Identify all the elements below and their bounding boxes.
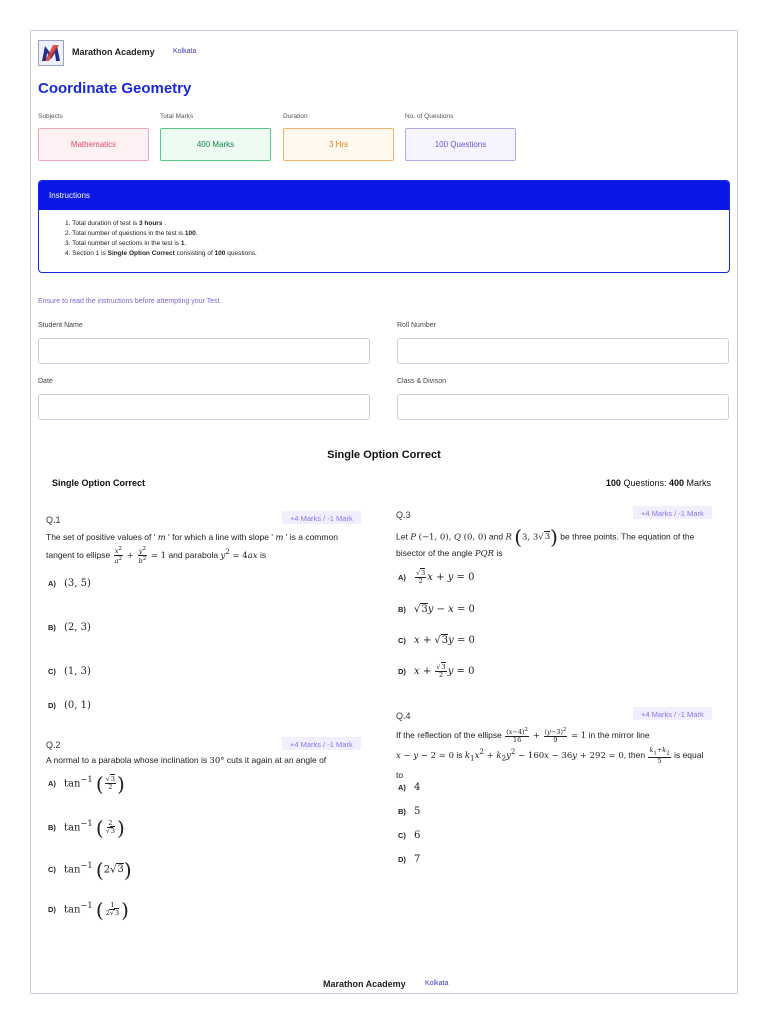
roll-number-label: Roll Number <box>397 322 436 329</box>
student-name-label: Student Name <box>38 322 83 329</box>
question-text: Let P (−1, 0), Q (0, 0) and R (3, 3√3) be three points. The equation of the bisector of the angle PQR is <box>396 525 695 559</box>
academy-city: Kolkata <box>173 48 197 55</box>
question-number: Q.1 <box>46 515 61 525</box>
marks-badge: +4 Marks / -1 Mark <box>282 737 361 750</box>
question-number: Q.2 <box>46 740 61 750</box>
academy-logo <box>38 40 64 66</box>
ensure-note: Ensure to read the instructions before attempting your Test. <box>38 298 222 305</box>
academy-name: Marathon Academy <box>72 47 155 57</box>
option-b[interactable]: B) √3y − x = 0 <box>398 604 475 615</box>
total-marks-label: Total Marks <box>160 113 194 120</box>
section-name: Single Option Correct <box>52 478 146 488</box>
option-d[interactable]: D) 7 <box>398 854 421 865</box>
footer-academy-name: Marathon Academy <box>323 979 406 989</box>
question-text: If the reflection of the ellipse $\frac{(x-4)^2}{16}$ + $\frac{(y-3)^2}{9}$ = 1 in the mirror line x − y − 2 = 0 is $k_1x^2 + k_2y^2 - 160x - 36y + 292 = 0$, then $\frac{k_1+k_2}{5}$ is equal to <box>396 727 704 780</box>
question-text: A normal to a parabola whose inclination is 30° cuts it again at an angle of <box>46 755 327 766</box>
duration-badge: 3 Hrs <box>283 128 394 161</box>
date-label: Date <box>38 378 53 385</box>
marks-badge: +4 Marks / -1 Mark <box>633 506 712 519</box>
subjects-label: Subjects <box>38 113 63 120</box>
option-c[interactable]: C) 6 <box>398 830 421 841</box>
instruction-item: 3. Total number of sections in the test is 1. <box>65 240 187 247</box>
class-division-field[interactable] <box>397 394 729 420</box>
option-a[interactable]: A) (3, 5) <box>48 578 91 589</box>
roll-number-field[interactable] <box>397 338 729 364</box>
student-name-field[interactable] <box>38 338 370 364</box>
option-c[interactable]: C) $\tan^{-1} (2√3)$ <box>48 857 132 882</box>
marks-badge: +4 Marks / -1 Mark <box>282 511 361 524</box>
option-d[interactable]: D) (0, 1) <box>48 700 91 711</box>
instruction-item: 1. Total duration of test is 3 hours . <box>65 220 167 227</box>
instructions-list <box>39 210 729 259</box>
question-count-label: No. of Questions <box>405 113 454 120</box>
marks-badge: +4 Marks / -1 Mark <box>633 707 712 720</box>
instructions-panel <box>38 180 730 273</box>
instruction-item: 4. Section 1 is Single Option Correct consisting of 100 questions. <box>65 250 257 257</box>
option-b[interactable]: B) (2, 3) <box>48 622 91 633</box>
question-text: The set of positive values of ' m ' for which a line with slope ' m ' is a common tangent to ellipse $\frac{x^2}{a^2}$ + $\frac{y^2}{b^2}$ = 1 and parabola $y^2 = 4ax$ is <box>46 532 338 566</box>
instruction-item: 2. Total number of questions in the test is 100. <box>65 230 198 237</box>
option-a[interactable]: A) $\frac{√3}{2}$ x + y = 0 <box>398 569 475 585</box>
option-c[interactable]: C) (1, 3) <box>48 666 91 677</box>
section-title: Single Option Correct <box>327 449 441 461</box>
instructions-title: Instructions <box>39 181 729 210</box>
subject-badge: Mathematics <box>38 128 149 161</box>
option-d[interactable]: D) $\tan^{-1}$ ( $\frac{1}{2√3}$ ) <box>48 897 129 922</box>
question-number: Q.3 <box>396 510 411 520</box>
option-b[interactable]: B) 5 <box>398 806 421 817</box>
date-field[interactable] <box>38 394 370 420</box>
section-question-count: 100 Questions: 400 Marks <box>605 478 711 488</box>
test-title: Coordinate Geometry <box>38 80 192 97</box>
option-d[interactable]: D) x + $\frac{√3}{2}$ y = 0 <box>398 663 475 679</box>
option-a[interactable]: A) 4 <box>398 782 421 793</box>
question-number: Q.4 <box>396 711 411 721</box>
footer-city: Kolkata <box>425 980 449 987</box>
duration-label: Duration <box>283 113 308 120</box>
total-marks-badge: 400 Marks <box>160 128 271 161</box>
option-c[interactable]: C) x + √3y = 0 <box>398 635 475 646</box>
option-b[interactable]: B) $\tan^{-1}$ ( $\frac{2}{√3}$ ) <box>48 815 125 840</box>
page-border <box>30 30 738 994</box>
option-a[interactable]: A) $\tan^{-1}$ ( $\frac{√3}{2}$ ) <box>48 771 125 796</box>
class-division-label: Class & Divison <box>397 378 447 385</box>
question-count-badge: 100 Questions <box>405 128 516 161</box>
